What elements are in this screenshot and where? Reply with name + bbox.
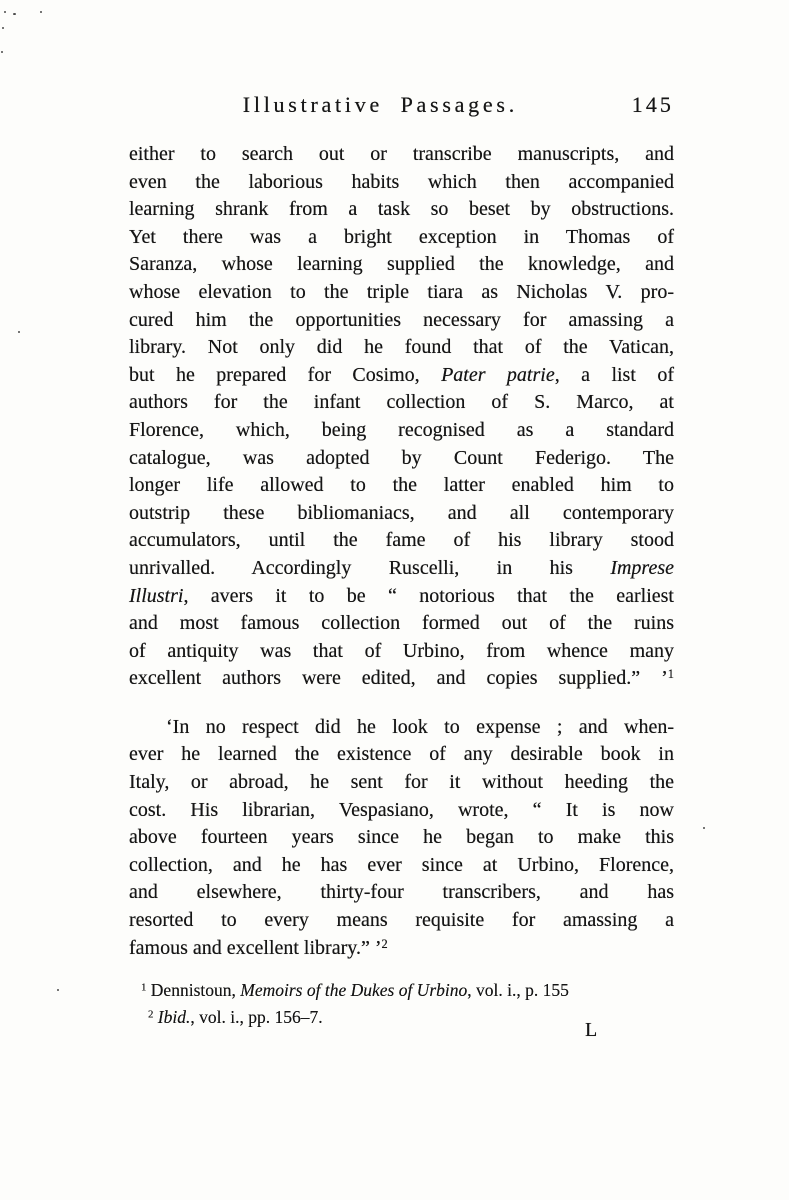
text-segment: longer life allowed to the latter enabled him to — [129, 474, 674, 497]
text-segment: , vol. i., pp. 156–7. — [190, 1007, 323, 1027]
italic-text: Imprese — [610, 556, 674, 579]
footnote-marker: 1 — [141, 981, 147, 994]
text-line — [129, 638, 674, 666]
text-block — [129, 141, 674, 962]
text-segment: and elsewhere, thirty-four transcribers, and has — [129, 881, 674, 904]
text-segment: authors for the infant collection of S. Marco, at — [129, 391, 674, 414]
scan-speck — [18, 331, 20, 333]
scan-speck — [2, 27, 4, 29]
signature-mark: L — [585, 1019, 599, 1041]
text-segment: , avers it to be “ notorious that the earliest — [183, 584, 674, 607]
text-line — [129, 224, 674, 252]
text-line — [129, 169, 674, 197]
text-segment: excellent authors were edited, and copies supplied.” ’ — [129, 667, 668, 690]
italic-text: Memoirs of the Dukes of Urbino — [240, 980, 468, 1000]
footnote-marker: 1 — [667, 667, 674, 682]
italic-text: Pater patrie — [441, 363, 555, 386]
scan-speck — [1, 51, 3, 53]
text-segment: either to search out or transcribe manuscripts, and — [129, 143, 674, 165]
text-segment: learning shrank from a task so beset by obstructions. — [129, 198, 674, 221]
text-segment: outstrip these bibliomaniacs, and all contemporary — [129, 501, 674, 524]
scan-speck — [13, 13, 16, 15]
italic-text: Ibid. — [157, 1007, 191, 1027]
text-segment: library. Not only did he found that of the Vatican, — [129, 336, 674, 359]
text-segment: but he prepared for Cosimo, — [129, 363, 442, 386]
text-line — [129, 445, 674, 473]
text-segment: whose elevation to the triple tiara as Nicholas V. pro- — [129, 280, 674, 303]
text-segment: collection, and he has ever since at Urbino, Florence, — [129, 853, 674, 876]
paragraph — [129, 141, 674, 693]
text-line — [129, 500, 674, 528]
text-segment: Dennistoun, — [146, 980, 241, 1000]
scan-speck — [40, 11, 42, 13]
text-line — [129, 251, 674, 279]
text-line — [129, 935, 674, 963]
text-segment: accumulators, until the fame of his library stood — [129, 529, 674, 552]
italic-text: Illustri — [129, 584, 184, 607]
text-segment: Florence, which, being recognised as a standard — [129, 418, 674, 441]
scan-speck — [4, 11, 6, 13]
text-line — [129, 141, 674, 169]
text-segment: catalogue, was adopted by Count Federigo. The — [129, 446, 674, 469]
text-segment: above fourteen years since he began to make this — [129, 826, 674, 849]
footnote — [141, 1004, 681, 1031]
page-heading: Illustrative Passages. — [242, 92, 518, 117]
running-head — [129, 92, 674, 118]
text-segment: even the laborious habits which then accompanied — [129, 170, 674, 193]
text-line — [129, 334, 674, 362]
text-line — [129, 907, 674, 935]
text-segment: ‘In no respect did he look to expense ; and when- — [166, 715, 674, 738]
text-line — [129, 852, 674, 880]
text-line — [129, 879, 674, 907]
text-segment: ever he learned the existence of any desirable book in — [129, 743, 674, 766]
footnote-marker: 2 — [381, 936, 388, 951]
text-segment: famous and excellent library.” ’ — [129, 936, 382, 959]
page-number: 145 — [631, 92, 674, 117]
text-segment: resorted to every means requisite for amassing a — [129, 909, 674, 932]
text-line — [129, 610, 674, 638]
text-line — [129, 824, 674, 852]
text-line — [129, 527, 674, 555]
text-line — [129, 665, 674, 693]
text-segment: Yet there was a bright exception in Thomas of — [129, 225, 674, 248]
text-segment: Italy, or abroad, he sent for it without heeding the — [129, 771, 674, 794]
text-line — [129, 307, 674, 335]
text-line — [129, 472, 674, 500]
text-line — [129, 196, 674, 224]
text-line — [129, 583, 674, 611]
scan-speck — [703, 827, 705, 829]
text-line — [129, 797, 674, 825]
text-segment: unrivalled. Accordingly Ruscelli, in his — [129, 556, 611, 579]
scan-speck — [57, 989, 59, 991]
footnote-marker: 2 — [148, 1008, 154, 1021]
text-segment: cost. His librarian, Vespasiano, wrote, “ It is now — [129, 798, 674, 821]
paragraph — [129, 714, 674, 962]
text-line — [129, 714, 674, 742]
text-segment: of antiquity was that of Urbino, from whence many — [129, 639, 674, 662]
text-line — [129, 417, 674, 445]
footnotes — [141, 977, 681, 1031]
text-line — [129, 741, 674, 769]
text-segment: cured him the opportunities necessary for amassing a — [129, 308, 674, 331]
text-segment: and most famous collection formed out of the ruins — [129, 612, 674, 635]
text-line — [129, 555, 674, 583]
text-line — [129, 389, 674, 417]
text-segment: Saranza, whose learning supplied the knowledge, and — [129, 253, 674, 276]
text-line — [129, 279, 674, 307]
footnote — [141, 977, 681, 1004]
text-line — [129, 769, 674, 797]
text-segment: , a list of — [554, 363, 674, 386]
text-line — [129, 362, 674, 390]
text-segment: , vol. i., p. 155 — [467, 980, 569, 1000]
